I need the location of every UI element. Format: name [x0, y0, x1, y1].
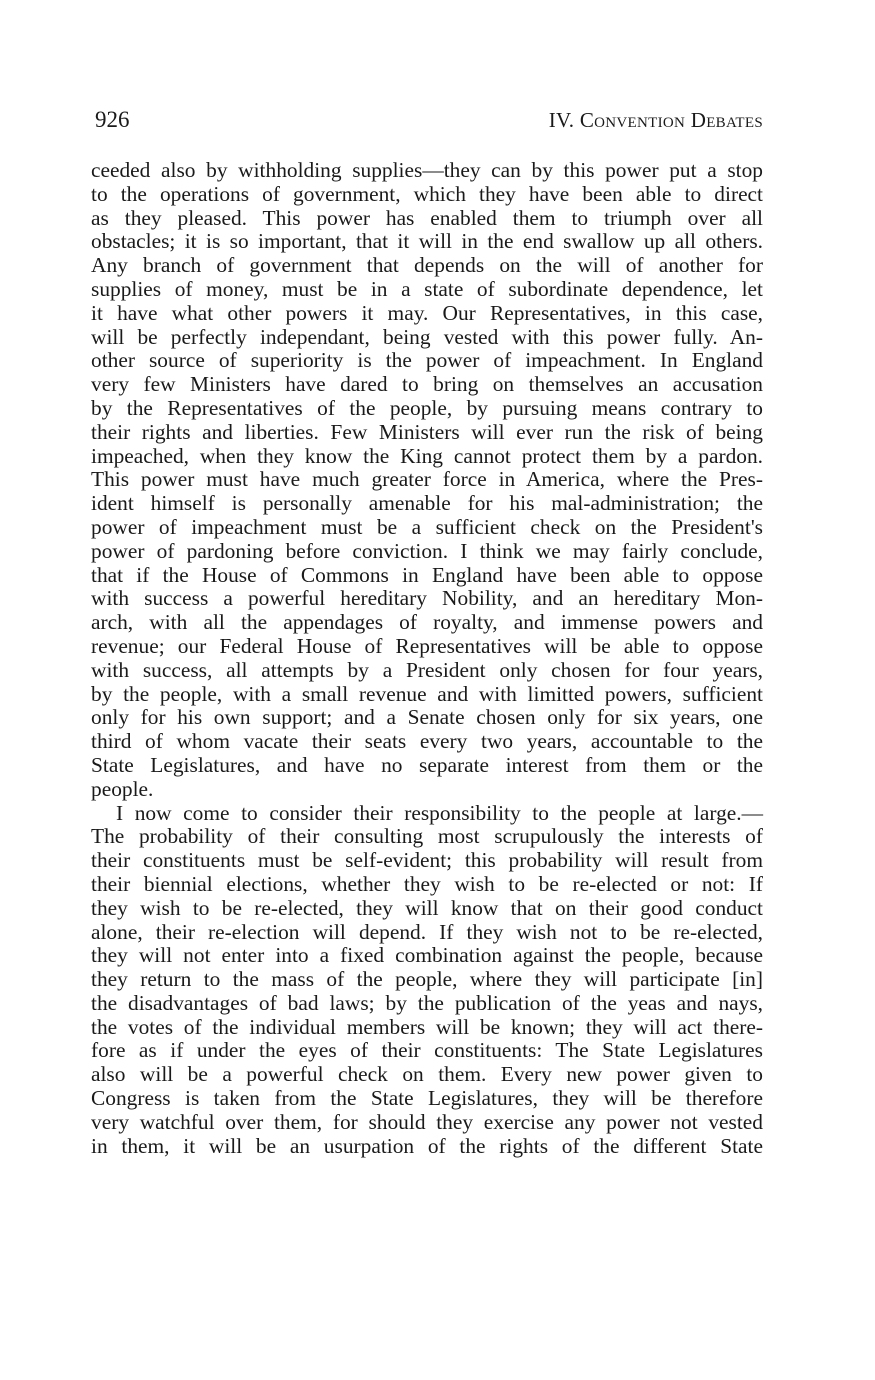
text-line: ceeded also by withholding supplies—they can by this power put a stop [91, 158, 763, 182]
text-line: power of pardoning before conviction. I think we may fairly conclude, [91, 538, 763, 563]
text-line: the disadvantages of bad laws; by the publication of the yeas and nays, [91, 990, 763, 1015]
text-line: the votes of the individual members will be known; they will act there- [91, 1014, 763, 1039]
text-line: This power must have much greater force in America, where the Pres- [91, 467, 763, 492]
text-line: in them, it will be an usurpation of the rights of the different State [91, 1133, 763, 1158]
section-title: IV. Convention Debates [548, 108, 763, 132]
text-line: power of impeachment must be a sufficient check on the President's [91, 514, 763, 539]
text-line: revenue; our Federal House of Representatives will be able to oppose [91, 633, 763, 658]
text-line: Congress is taken from the State Legislatures, they will be therefore [91, 1086, 763, 1111]
text-line: that if the House of Commons in England have been able to oppose [91, 562, 763, 587]
text-line: by the Representatives of the people, by pursuing means contrary to [91, 395, 763, 420]
text-line: will be perfectly independant, being vested with this power fully. An- [91, 324, 763, 349]
page-number: 926 [95, 107, 130, 132]
text-line: it have what other powers it may. Our Representatives, in this case, [91, 300, 763, 325]
text-line: fore as if under the eyes of their constituents: The State Legislatures [91, 1038, 763, 1063]
text-line: they return to the mass of the people, where they will participate [in] [91, 967, 763, 992]
body-text [91, 159, 763, 1158]
text-line: they wish to be re-elected, they will know that on their good conduct [91, 895, 763, 920]
text-line: their biennial elections, whether they wish to be re-elected or not: If [91, 871, 763, 896]
paragraph-1 [91, 159, 763, 802]
text-line: very watchful over them, for should they exercise any power not vested [91, 1109, 763, 1134]
text-line: by the people, with a small revenue and with limitted powers, sufficient [91, 681, 763, 706]
text-line: obstacles; it is so important, that it will in the end swallow up all others. [91, 229, 763, 254]
text-line: impeached, when they know the King cannot protect them by a pardon. [91, 443, 763, 468]
text-line: ident himself is personally amenable for his mal-administration; the [91, 491, 763, 516]
text-line: with success, all attempts by a President only chosen for four years, [91, 657, 763, 682]
text-line: alone, their re-election will depend. If they wish not to be re-elected, [91, 919, 763, 944]
text-line: supplies of money, must be in a state of subordinate dependence, let [91, 276, 763, 301]
text-line: as they pleased. This power has enabled them to triumph over all [91, 205, 763, 230]
text-line: also will be a powerful check on them. Every new power given to [91, 1062, 763, 1087]
running-head [95, 104, 763, 136]
text-line: The probability of their consulting most scrupulously the interests of [91, 824, 763, 849]
text-line: only for his own support; and a Senate chosen only for six years, one [91, 705, 763, 730]
paragraph-2 [91, 802, 763, 1159]
text-line: State Legislatures, and have no separate interest from them or the [91, 752, 763, 777]
text-line: third of whom vacate their seats every two years, accountable to the [91, 729, 763, 754]
text-line: arch, with all the appendages of royalty, and immense powers and [91, 610, 763, 635]
text-line: other source of superiority is the power of impeachment. In England [91, 348, 763, 373]
text-line: Any branch of government that depends on the will of another for [91, 253, 763, 278]
text-line: their constituents must be self-evident; this probability will result from [91, 848, 763, 873]
text-line: people. [91, 776, 154, 801]
text-line: they will not enter into a fixed combination against the people, because [91, 943, 763, 968]
text-line: to the operations of government, which they have been able to direct [91, 181, 763, 206]
text-line: I now come to consider their responsibility to the people at large.— [116, 800, 763, 825]
text-line: very few Ministers have dared to bring on themselves an accusation [91, 372, 763, 397]
text-line: with success a powerful hereditary Nobility, and an hereditary Mon- [91, 586, 763, 611]
text-line: their rights and liberties. Few Ministers will ever run the risk of being [91, 419, 763, 444]
